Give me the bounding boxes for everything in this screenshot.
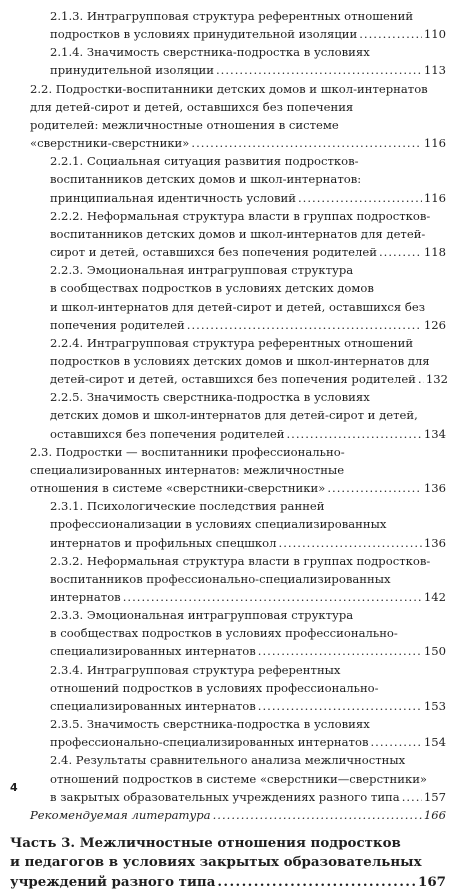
- toc-entry-line: «сверстники-сверстники»: [30, 136, 190, 151]
- toc-entry-line: родителей: межличностные отношения в системе: [30, 117, 339, 132]
- part-heading: [10, 834, 446, 892]
- dot-leader: [418, 370, 424, 388]
- toc-entry: [50, 152, 446, 206]
- toc-entry: [30, 443, 446, 497]
- toc-page-number: 110: [423, 27, 446, 42]
- toc-page-number: 157: [423, 789, 446, 804]
- toc-entry-line: 2.1.3. Интрагрупповая структура референтных отношений: [50, 9, 414, 23]
- toc-page-number: 154: [423, 735, 446, 750]
- toc-entry-line: интернатов и профильных спецшкол: [50, 535, 277, 550]
- toc-entry-line: 2.1.4. Значимость сверстника-подростка в условиях: [50, 45, 370, 60]
- toc-entry-line: и школ-интернатов для детей-сирот и детей, оставшихся без: [50, 299, 426, 314]
- toc-entry-line: интернатов: [50, 590, 121, 604]
- toc-entry: [50, 552, 446, 606]
- toc-entry-line: для детей-сирот и детей, оставшихся без попечения: [30, 99, 354, 114]
- toc-page-number: 142: [423, 590, 446, 604]
- toc-page-number: 116: [423, 190, 446, 205]
- toc-entry-line: воспитанников профессионально-специализированных: [50, 571, 391, 586]
- toc-page-number: 132: [425, 372, 449, 387]
- toc-entry-line: 2.3.5. Значимость сверстника-подростка в условиях: [50, 717, 370, 732]
- toc-entry-line: 2.3.2. Неформальная структура власти в группах подростков-: [50, 553, 431, 568]
- toc-entry-line: отношений подростков в системе «сверстники—сверстники»: [50, 771, 428, 786]
- toc-entry-line: принудительной изоляции: [50, 63, 214, 78]
- toc-page-number: 166: [423, 807, 446, 822]
- toc-entry-line: сирот и детей, оставшихся без попечения родителей: [50, 245, 377, 260]
- toc-entry: [50, 661, 446, 715]
- dot-leader: [213, 806, 422, 824]
- dot-leader: [379, 243, 422, 261]
- dot-leader: [402, 788, 422, 806]
- toc-entry: [50, 606, 446, 660]
- dot-leader: [298, 189, 422, 207]
- toc-entry-line: 2.2.3. Эмоциональная интрагрупповая структура: [50, 263, 354, 278]
- toc-entry-line: отношений подростков в условиях профессионально-: [50, 680, 379, 695]
- toc-entry-line: оставшихся без попечения родителей: [50, 426, 285, 441]
- toc-entry-line: в закрытых образовательных учреждениях разного типа: [50, 789, 400, 804]
- toc-entry: [50, 261, 446, 334]
- toc-page-number: 136: [423, 481, 446, 496]
- dot-leader: [258, 642, 422, 660]
- toc-entry: [50, 497, 446, 551]
- dot-leader: [279, 534, 422, 552]
- toc-entry-line: 2.2.5. Значимость сверстника-подростка в условиях: [50, 390, 370, 405]
- toc-page-number: 118: [423, 245, 446, 260]
- toc-entry-line: в сообществах подростков в условиях профессионально-: [50, 626, 398, 641]
- toc-entry: [50, 715, 446, 751]
- toc-entry: [50, 207, 446, 261]
- toc-entry-line: 2.2.4. Интрагрупповая структура референтных отношений: [50, 335, 414, 350]
- toc-entry: [50, 7, 446, 43]
- toc-entry: [30, 806, 446, 824]
- toc-entry-line: 2.3.1. Психологические последствия ранней: [50, 499, 325, 514]
- toc-entry-line: 2.3.4. Интрагрупповая структура референтных: [50, 662, 341, 677]
- toc-entry-line: специализированных интернатов: [50, 644, 256, 659]
- toc-entry-line: 2.4. Результаты сравнительного анализа межличностных: [50, 753, 406, 768]
- toc-entry-line: детских домов и школ-интернатов для детей-сирот и детей,: [50, 408, 418, 423]
- toc-entry-line: Рекомендуемая литература: [30, 807, 211, 822]
- table-of-contents: [10, 7, 449, 892]
- toc-entry-line: учреждений разного типа: [10, 873, 216, 890]
- toc-entry-line: 2.3. Подростки — воспитанники профессионально-: [30, 444, 345, 459]
- toc-entry-line: отношения в системе «сверстники-сверстники»: [30, 481, 326, 496]
- toc-page-number: 136: [423, 535, 446, 550]
- dot-leader: [327, 479, 422, 497]
- page-number: 4: [10, 781, 18, 794]
- toc-page-number: 153: [423, 698, 446, 713]
- toc-entry-line: воспитанников детских домов и школ-интернатов:: [50, 172, 362, 187]
- dot-leader: [370, 733, 421, 751]
- dot-leader: [191, 134, 421, 152]
- toc-entry-line: в сообществах подростков в условиях детских домов: [50, 281, 374, 296]
- dot-leader: [123, 588, 422, 606]
- toc-entry-line: профессионально-специализированных интернатов: [50, 735, 369, 750]
- toc-entry-line: принципиальная идентичность условий: [50, 190, 296, 205]
- toc-entry: [30, 80, 446, 153]
- toc-page-number: 167: [418, 873, 446, 890]
- toc-entry-line: 2.3.3. Эмоциональная интрагрупповая структура: [50, 608, 354, 623]
- dot-leader: [258, 697, 422, 715]
- toc-entry: [50, 388, 446, 442]
- dot-leader: [187, 316, 422, 334]
- toc-entry-line: попечения родителей: [50, 317, 185, 332]
- toc-page-number: 126: [423, 317, 446, 332]
- toc-entry-line: 2.2. Подростки-воспитанники детских домов и школ-интернатов: [30, 81, 428, 96]
- dot-leader: [287, 425, 422, 443]
- toc-entry-line: 2.2.1. Социальная ситуация развития подростков-: [50, 154, 359, 169]
- toc-page-number: 134: [423, 426, 446, 441]
- toc-entry-line: специализированных интернатов: межличностные: [30, 462, 345, 477]
- toc-page-number: 113: [423, 63, 446, 78]
- toc-entry-line: специализированных интернатов: [50, 698, 256, 713]
- dot-leader: [216, 61, 422, 79]
- toc-entry: [50, 751, 446, 805]
- toc-entry-line: 2.2.2. Неформальная структура власти в группах подростков-: [50, 208, 431, 223]
- dot-leader: [359, 25, 422, 43]
- toc-entry-line: подростков в условиях детских домов и школ-интернатов для: [50, 353, 430, 368]
- dot-leader: [217, 873, 416, 892]
- toc-entry: [50, 43, 446, 79]
- toc-entry-line: подростков в условиях принудительной изоляции: [50, 27, 358, 42]
- toc-entry-line: и педагогов в условиях закрытых образовательных: [10, 854, 422, 871]
- toc-entry-line: Часть 3. Межличностные отношения подростков: [10, 835, 401, 852]
- toc-entry-line: профессионализации в условиях специализированных: [50, 517, 387, 532]
- toc-entry-line: детей-сирот и детей, оставшихся без попечения родителей: [50, 372, 416, 387]
- toc-page-number: 116: [423, 136, 446, 151]
- toc-entry: [50, 334, 449, 388]
- toc-entry-line: воспитанников детских домов и школ-интернатов для детей-: [50, 226, 426, 241]
- toc-page-number: 150: [423, 644, 446, 659]
